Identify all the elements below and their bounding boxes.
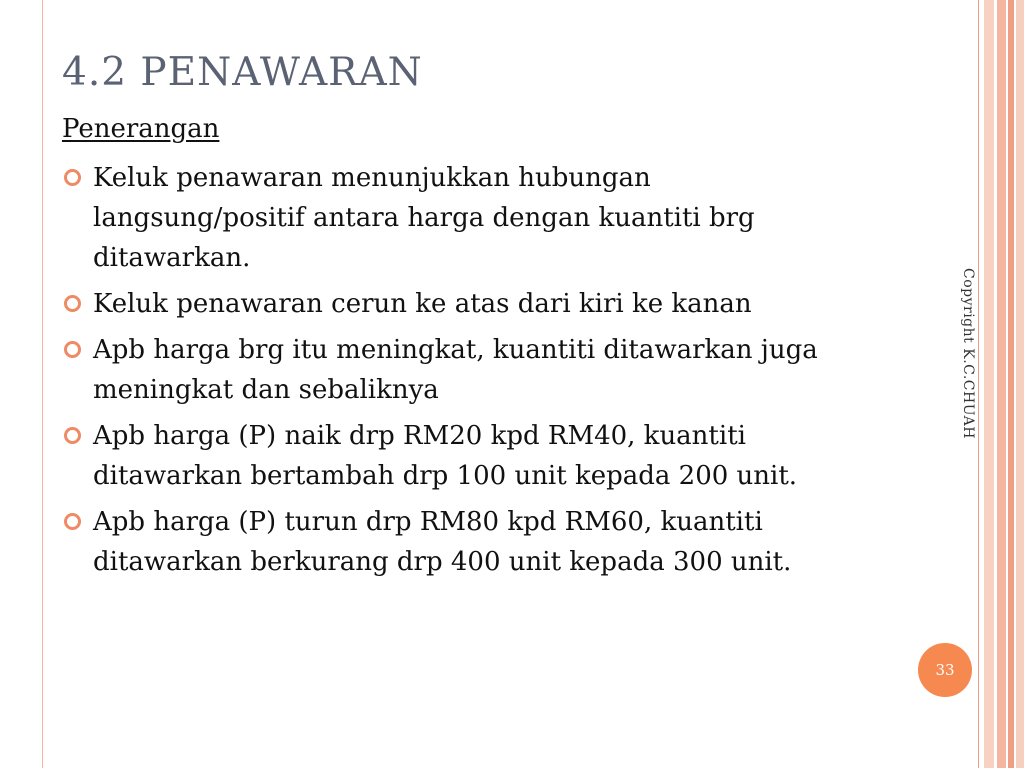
bullet-text: Keluk penawaran menunjukkan hubungan langsung/positif antara harga dengan kuantiti brg ditawarkan. bbox=[93, 163, 755, 273]
slide-title: 4.2 PENAWARAN bbox=[62, 50, 423, 95]
left-border-decoration bbox=[0, 0, 43, 768]
bullet-item-2 bbox=[62, 284, 862, 324]
right-stripes-decoration bbox=[984, 0, 1024, 768]
ring-bullet-icon bbox=[64, 169, 81, 186]
copyright-note: Copyright K.C.CHUAH bbox=[960, 268, 976, 439]
bullet-item-4 bbox=[62, 416, 862, 496]
ring-bullet-icon bbox=[64, 295, 81, 312]
page-number-badge: 33 bbox=[918, 643, 972, 697]
bullet-item-1 bbox=[62, 158, 862, 278]
bullet-item-3 bbox=[62, 330, 862, 410]
bullet-text: Apb harga (P) naik drp RM20 kpd RM40, kuantiti ditawarkan bertambah drp 100 unit kepada 200 unit. bbox=[93, 421, 798, 491]
bullet-list bbox=[62, 158, 862, 588]
right-rule-decoration bbox=[978, 0, 979, 768]
bullet-text: Apb harga brg itu meningkat, kuantiti ditawarkan juga meningkat dan sebaliknya bbox=[93, 335, 818, 405]
ring-bullet-icon bbox=[64, 427, 81, 444]
ring-bullet-icon bbox=[64, 513, 81, 530]
bullet-item-5 bbox=[62, 502, 862, 582]
bullet-text: Keluk penawaran cerun ke atas dari kiri ke kanan bbox=[93, 289, 752, 319]
subheading: Penerangan bbox=[62, 114, 220, 144]
bullet-text: Apb harga (P) turun drp RM80 kpd RM60, kuantiti ditawarkan berkurang drp 400 unit kepada 300 unit. bbox=[93, 507, 792, 577]
ring-bullet-icon bbox=[64, 341, 81, 358]
